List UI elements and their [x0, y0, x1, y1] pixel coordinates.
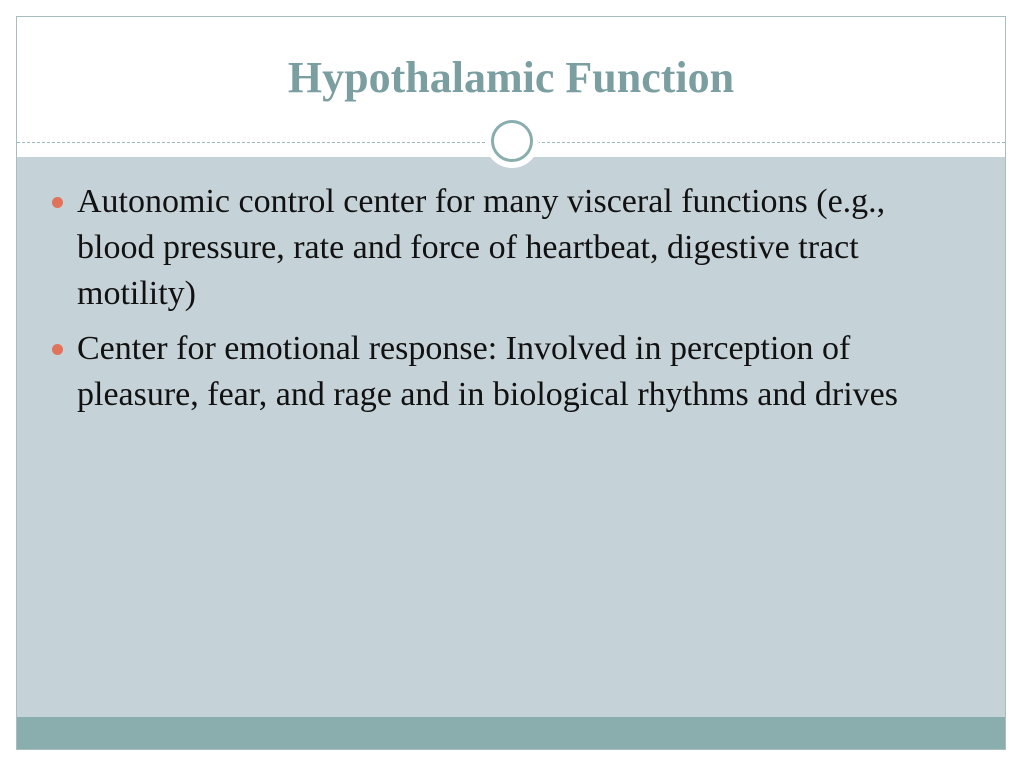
circle-ring-icon: [485, 114, 539, 168]
ornament-ring: [491, 120, 533, 162]
bullet-dot-icon: [52, 344, 63, 355]
bullet-item: [47, 179, 947, 317]
bullet-text: Autonomic control center for many visceral functions (e.g., blood pressure, rate and force of heartbeat, digestive tract motility): [77, 183, 886, 312]
bullet-list: [47, 179, 947, 427]
bullet-text: Center for emotional response: Involved in perception of pleasure, fear, and rage and in biological rhythms and drives: [77, 330, 898, 413]
footer-band: [17, 717, 1005, 750]
slide: [16, 16, 1006, 750]
bullet-item: [47, 326, 947, 418]
slide-title: Hypothalamic Function: [287, 53, 735, 102]
bullet-dot-icon: [52, 197, 63, 208]
